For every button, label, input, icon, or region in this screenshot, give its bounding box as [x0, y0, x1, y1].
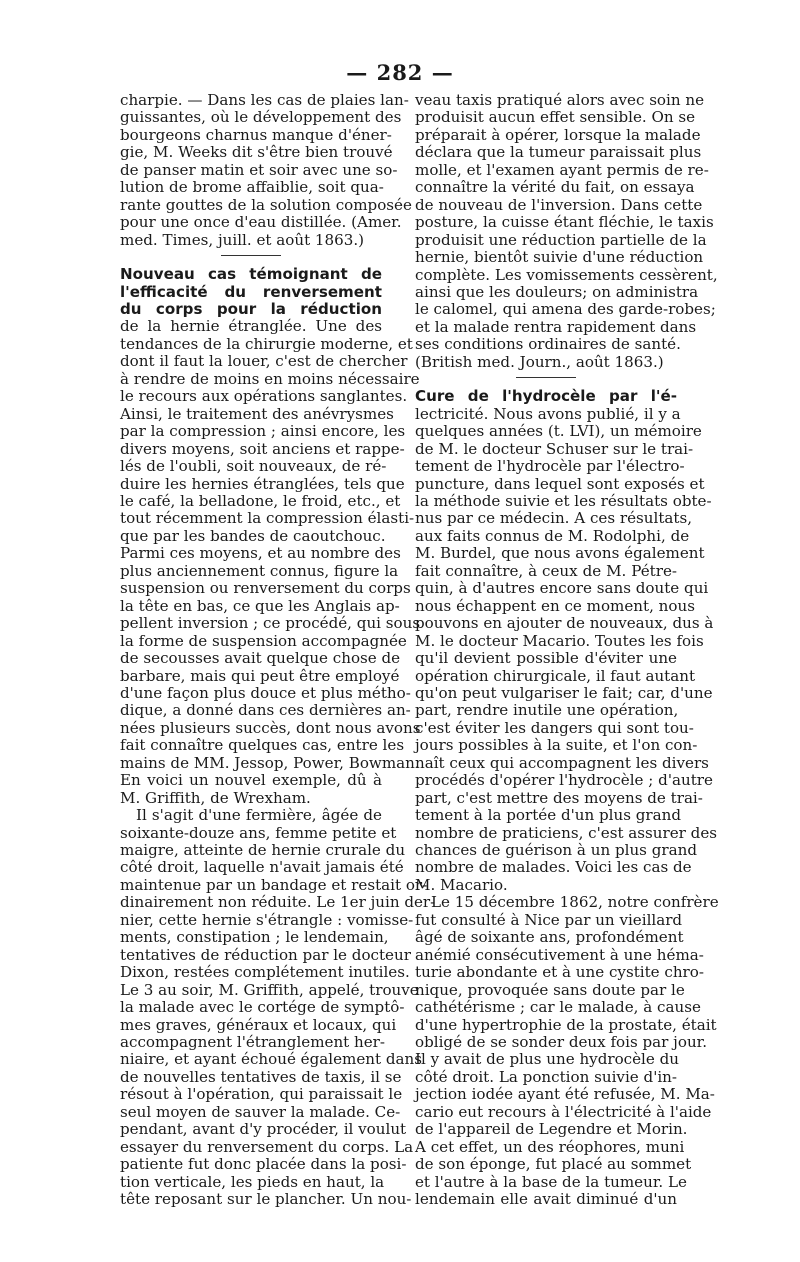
- text-line: et la malade rentra rapidement dans: [415, 317, 697, 336]
- text-line: Ainsi, le traitement des anévrysmes: [120, 404, 394, 423]
- text-line: quin, à d'autres encore sans doute qui: [415, 579, 709, 598]
- text-line: ses conditions ordinaires de santé.: [415, 335, 681, 354]
- text-line: tête reposant sur le plancher. Un nou-: [120, 1190, 412, 1209]
- text-line: guissantes, où le développement des: [120, 108, 402, 127]
- text-line: fut consulté à Nice par un vieillard: [415, 910, 683, 929]
- text-line: quelques années (t. LVI), un mémoire: [415, 422, 702, 441]
- text-line: préparait à opérer, lorsque la malade: [415, 125, 701, 144]
- text-line: molle, et l'examen ayant permis de re-: [415, 160, 709, 179]
- text-line: aux faits connus de M. Rodolphi, de: [415, 526, 690, 545]
- text-line: niaire, et ayant échoué également dans: [120, 1050, 422, 1069]
- text-line: cario eut recours à l'électricité à l'aide: [415, 1102, 712, 1121]
- text-line: dinairement non réduite. Le 1er juin der-: [120, 893, 436, 912]
- text-line: maintenue par un bandage et restait or-: [120, 875, 428, 894]
- text-line: lés de l'oubli, soit nouveaux, de ré-: [120, 457, 387, 476]
- text-line: tement à la portée d'un plus grand: [415, 806, 682, 825]
- text-line: pellent inversion ; ce procédé, qui sous: [120, 614, 421, 633]
- text-line: rante gouttes de la solution composée: [120, 195, 412, 214]
- text-line: ainsi que les douleurs; on administra: [415, 282, 699, 301]
- text-line: de nouveau de l'inversion. Dans cette: [415, 195, 703, 214]
- page-number: — 282 —: [346, 60, 454, 85]
- text-line: opération chirurgicale, il faut autant: [415, 666, 696, 685]
- text-line: posture, la cuisse étant fléchie, le taxis: [415, 213, 714, 232]
- text-line: nombre de praticiens, c'est assurer des: [415, 823, 718, 842]
- section-divider: [221, 255, 281, 256]
- text-line: qu'on peut vulgariser le fait; car, d'une: [415, 683, 713, 702]
- text-line: côté droit. La ponction suivie d'in-: [415, 1067, 677, 1086]
- text-line: qu'il devient possible d'éviter une: [415, 649, 677, 668]
- text-line: plus anciennement connus, figure la: [120, 561, 399, 580]
- text-line: produisit aucun effet sensible. On se: [415, 108, 696, 127]
- text-line: par la compression ; ainsi encore, les: [120, 422, 406, 441]
- text-line: lendemain elle avait diminué d'un: [415, 1190, 677, 1209]
- text-line: fait connaître, à ceux de M. Pétre-: [415, 561, 677, 580]
- text-line: lution de brome affaiblie, soit qua-: [120, 178, 384, 197]
- text-line: M. Burdel, que nous avons également: [415, 544, 705, 563]
- text-line: duire les hernies étranglées, tels que: [120, 474, 405, 493]
- text-line: tout récemment la compression élasti-: [120, 509, 415, 528]
- text-line: le recours aux opérations sanglantes.: [120, 387, 408, 406]
- text-line: côté droit, laquelle n'avait jamais été: [120, 858, 404, 877]
- text-line: d'une hypertrophie de la prostate, était: [415, 1015, 717, 1034]
- text-line: med. Times, juill. et août 1863.): [120, 230, 365, 249]
- text-line: tion verticale, les pieds en haut, la: [120, 1172, 385, 1191]
- text-line: d'une façon plus douce et plus métho-: [120, 683, 411, 702]
- text-line: jours possibles à la suite, et l'on con-: [415, 736, 698, 755]
- text-line: mains de MM. Jessop, Power, Bowman.: [120, 753, 420, 772]
- text-line: veau taxis pratiqué alors avec soin ne: [415, 91, 705, 109]
- text-line: de nouvelles tentatives de taxis, il se: [120, 1067, 402, 1086]
- text-line: produisit une réduction partielle de la: [415, 230, 707, 249]
- text-line: dique, a donné dans ces dernières an-: [120, 701, 411, 720]
- text-line: pour une once d'eau distillée. (Amer.: [120, 213, 402, 232]
- text-line: âgé de soixante ans, profondément: [415, 928, 684, 947]
- text-line: suspension ou renversement du corps: [120, 579, 411, 598]
- text-line: de son éponge, fut placé au sommet: [415, 1155, 692, 1174]
- text-line: Parmi ces moyens, et au nombre des: [120, 544, 401, 563]
- text-line: Le 15 décembre 1862, notre confrère: [431, 893, 719, 912]
- text-line: déclara que la tumeur paraissait plus: [415, 143, 702, 162]
- text-line: accompagnent l'étranglement her-: [120, 1033, 385, 1052]
- text-line: seul moyen de sauver la malade. Ce-: [120, 1102, 401, 1121]
- text-line: tendances de la chirurgie moderne, et: [120, 334, 413, 353]
- text-line: patiente fut donc placée dans la posi-: [120, 1155, 407, 1174]
- text-line: Le 3 au soir, M. Griffith, appelé, trouve: [120, 980, 419, 999]
- text-line: de panser matin et soir avec une so-: [120, 160, 398, 179]
- text-line: connaître la vérité du fait, on essaya: [415, 178, 695, 197]
- text-line: turie abondante et à une cystite chro-: [415, 963, 704, 982]
- text-line: tentatives de réduction par le docteur: [120, 945, 411, 964]
- text-line: nées plusieurs succès, dont nous avons: [120, 718, 421, 737]
- text-line: le calomel, qui amena des garde-robes;: [415, 300, 716, 319]
- text-line: (British med. Journ., août 1863.): [415, 352, 664, 371]
- text-line: barbare, mais qui peut être employé: [120, 666, 400, 685]
- text-line: gie, M. Weeks dit s'être bien trouvé: [120, 143, 393, 162]
- text-line: procédés d'opérer l'hydrocèle ; d'autre: [415, 771, 713, 790]
- text-line: chances de guérison à un plus grand: [415, 841, 697, 860]
- text-line: En voici un nouvel exemple, dû à: [120, 771, 382, 790]
- text-line: part, rendre inutile une opération,: [415, 701, 679, 720]
- text-line: nique, provoquée sans doute par le: [415, 980, 685, 999]
- text-line: que par les bandes de caoutchouc.: [120, 526, 386, 545]
- text-line: M. Griffith, de Wrexham.: [120, 788, 311, 807]
- section-heading-line: Cure de l'hydrocèle par l'é-: [415, 387, 677, 406]
- text-line: essayer du renversement du corps. La: [120, 1137, 414, 1156]
- text-line: Il s'agit d'une fermière, âgée de: [136, 806, 382, 825]
- text-line: dont il faut la louer, c'est de chercher: [120, 352, 408, 371]
- section-heading-line: l'efficacité du renversement: [120, 282, 382, 301]
- text-line: pouvons en ajouter de nouveaux, dus à: [415, 614, 714, 633]
- right-column: [415, 91, 719, 1209]
- text-line: le café, la belladone, le froid, etc., et: [120, 491, 401, 510]
- text-line: nombre de malades. Voici les cas de: [415, 858, 692, 877]
- text-line: anémié consécutivement à une héma-: [415, 945, 704, 964]
- text-line: bourgeons charnus manque d'éner-: [120, 125, 392, 144]
- text-line: la tête en bas, ce que les Anglais ap-: [120, 596, 400, 615]
- text-line: cathétérisme ; car le malade, à cause: [415, 998, 701, 1017]
- text-line: à rendre de moins en moins nécessaire: [120, 369, 420, 388]
- text-line: nus par ce médecin. A ces résultats,: [415, 509, 693, 528]
- text-line: hernie, bientôt suivie d'une réduction: [415, 248, 704, 267]
- text-line: la forme de suspension accompagnée: [120, 631, 407, 650]
- text-line: nous échappent en ce moment, nous: [415, 596, 695, 615]
- text-line: complète. Les vomissements cessèrent,: [415, 265, 718, 284]
- text-line: mes graves, généraux et locaux, qui: [120, 1015, 397, 1034]
- text-line: nier, cette hernie s'étrangle : vomisse-: [120, 910, 414, 929]
- text-line: M. le docteur Macario. Toutes les fois: [415, 631, 704, 650]
- text-line: la méthode suivie et les résultats obte-: [415, 491, 712, 510]
- text-line: A cet effet, un des réophores, muni: [415, 1137, 685, 1156]
- text-line: maigre, atteinte de hernie crurale du: [120, 841, 406, 860]
- text-line: puncture, dans lequel sont exposés et: [415, 474, 705, 493]
- text-line: résout à l'opération, qui paraissait le: [120, 1085, 403, 1104]
- text-line: charpie. — Dans les cas de plaies lan-: [120, 91, 409, 109]
- text-line: obligé de se sonder deux fois par jour.: [415, 1033, 708, 1052]
- section-heading-line: Nouveau cas témoignant de: [120, 265, 382, 284]
- text-line: soixante-douze ans, femme petite et: [120, 823, 397, 842]
- text-line: et l'autre à la base de la tumeur. Le: [415, 1172, 687, 1191]
- text-line: part, c'est mettre des moyens de trai-: [415, 788, 703, 807]
- text-line: tement de l'hydrocèle par l'électro-: [415, 457, 685, 476]
- text-line: jection iodée ayant été refusée, M. Ma-: [415, 1085, 715, 1104]
- text-line: pendant, avant d'y procéder, il voulut: [120, 1120, 407, 1139]
- text-line: M. Macario.: [415, 875, 508, 894]
- text-line: de M. le docteur Schuser sur le trai-: [415, 439, 694, 458]
- text-line: de la hernie étranglée. Une des: [120, 317, 382, 336]
- text-line: la malade avec le cortége de symptô-: [120, 998, 405, 1017]
- text-line: Dixon, restées complétement inutiles.: [120, 963, 410, 982]
- text-line: naît ceux qui accompagnent les divers: [415, 753, 709, 772]
- text-line: de secousses avait quelque chose de: [120, 649, 401, 668]
- text-line: de l'appareil de Legendre et Morin.: [415, 1120, 688, 1139]
- text-line: ments, constipation ; le lendemain,: [120, 928, 389, 947]
- left-column: [120, 91, 436, 1209]
- text-line: lectricité. Nous avons publié, il y a: [415, 404, 681, 423]
- text-line: c'est éviter les dangers qui sont tou-: [415, 718, 694, 737]
- text-line: Il y avait de plus une hydrocèle du: [415, 1050, 679, 1069]
- section-heading-line: du corps pour la réduction: [120, 299, 382, 318]
- text-line: divers moyens, soit anciens et rappe-: [120, 439, 405, 458]
- text-line: fait connaître quelques cas, entre les: [120, 736, 405, 755]
- section-divider: [516, 377, 576, 378]
